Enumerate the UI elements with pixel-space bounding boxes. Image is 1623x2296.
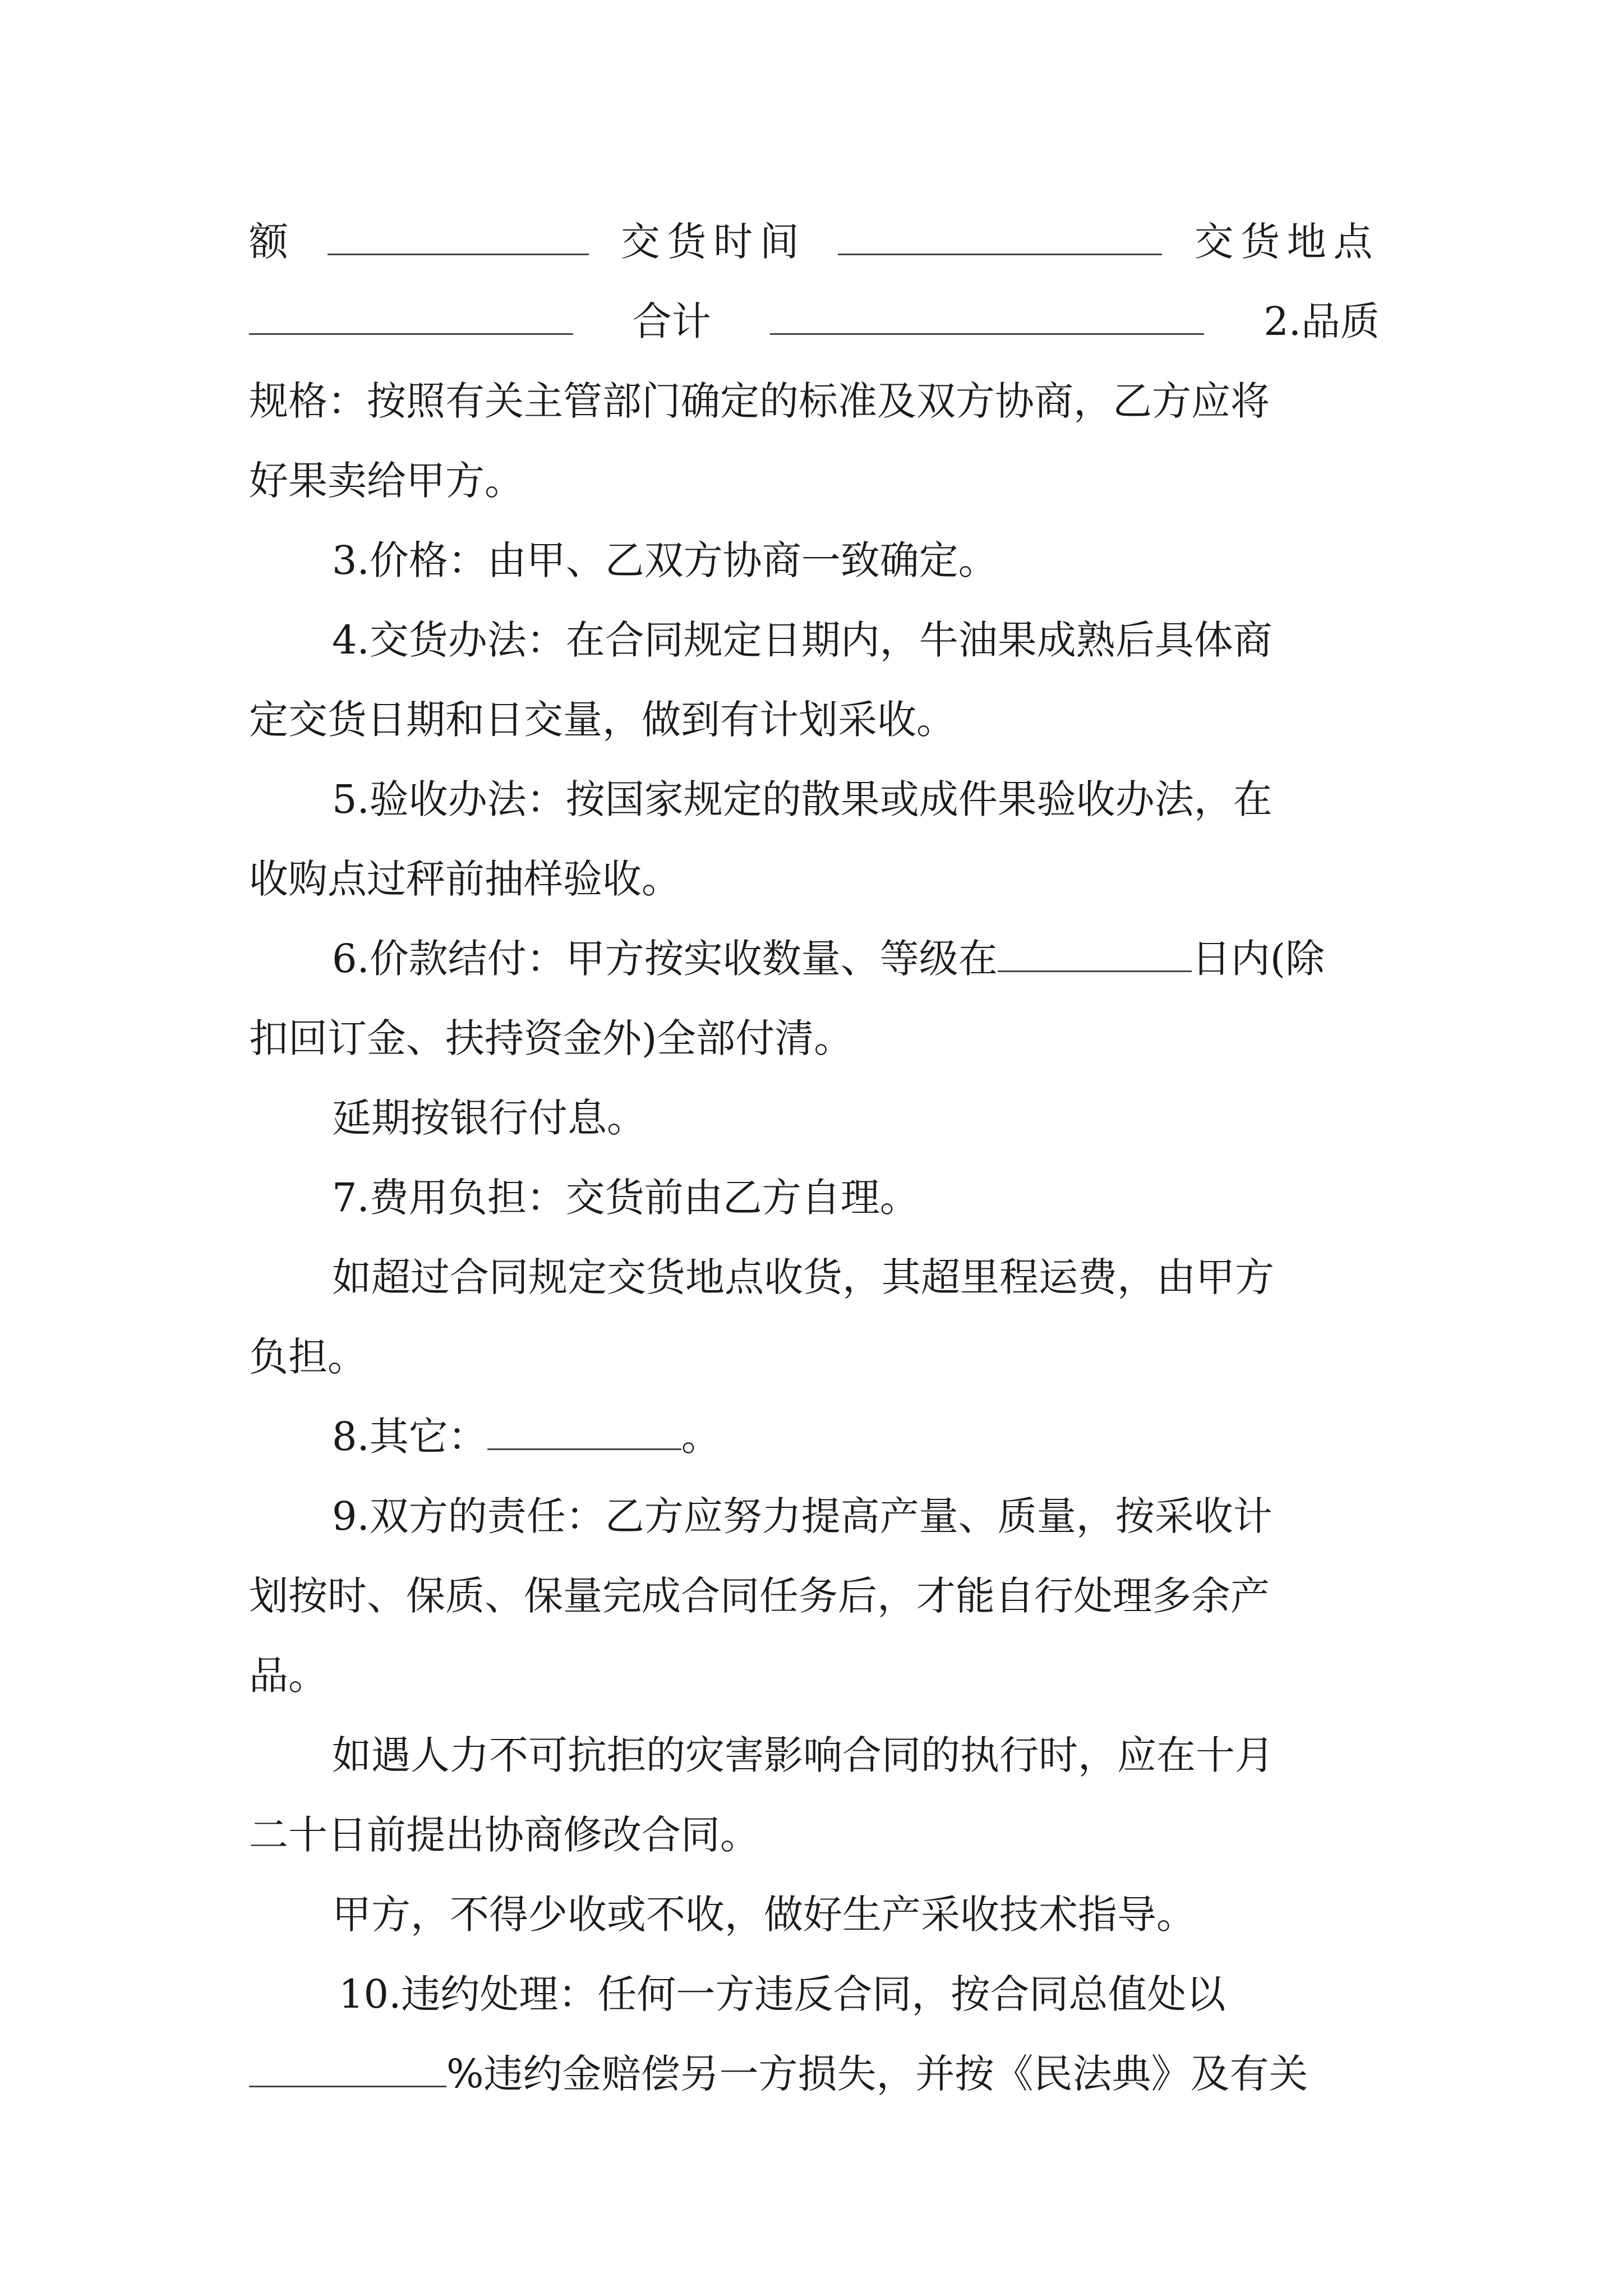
delivery-time-label: 交货时间 [620, 219, 806, 265]
payment-days-blank [998, 936, 1192, 972]
quality-clause-number: 2.品质 [1264, 298, 1380, 344]
clause-10-line-2 [249, 2034, 1380, 2114]
clause-4-line-2: 定交货日期和日交量，做到有计划采收。 [249, 697, 956, 743]
clause-8-label: 8.其它： [332, 1414, 487, 1460]
clause-6-line-3: 延期按银行付息。 [332, 1095, 646, 1141]
clause-9-line-2: 划按时、保质、保量完成合同任务后，才能自行处理多余产 [249, 1573, 1270, 1619]
clause-6-text-after-blank: 日内(除 [1191, 936, 1325, 982]
delivery-time-blank [838, 219, 1162, 255]
total-row [249, 282, 1380, 361]
clause-9-line-1: 9.双方的责任：乙方应努力提高产量、质量，按采收计 [332, 1493, 1272, 1539]
delivery-fields-row [249, 202, 1380, 282]
other-terms-blank [487, 1414, 681, 1450]
clause-10-line-1: 10.违约处理：任何一方违反合同，按合同总值处以 [339, 1971, 1226, 2017]
clause-2-line-1: 规格：按照有关主管部门确定的标准及双方协商，乙方应将 [249, 378, 1270, 424]
clause-5-line-1: 5.验收办法：按国家规定的散果或成件果验收办法，在 [332, 776, 1272, 822]
clause-7-line-3: 负担。 [249, 1334, 367, 1380]
clause-6-text-before-blank: 6.价款结付：甲方按实收数量、等级在 [332, 936, 998, 982]
clause-8 [249, 1397, 1380, 1476]
clause-6-line-1 [249, 919, 1380, 999]
clause-10-line-2-text: %违约金赔偿另一方损失，并按《民法典》及有关 [446, 2051, 1308, 2097]
penalty-percent-blank [249, 2051, 446, 2087]
clause-2-line-2: 好果卖给甲方。 [249, 458, 524, 504]
clause-4-line-1: 4.交货办法：在合同规定日期内，牛油果成熟后具体商 [332, 617, 1272, 663]
clause-5-line-2: 收购点过秤前抽样验收。 [249, 856, 681, 902]
clause-6-line-2: 扣回订金、扶持资金外)全部付清。 [249, 1015, 854, 1061]
clause-3: 3.价格：由甲、乙双方协商一致确定。 [332, 537, 998, 583]
contract-page [249, 202, 1380, 2114]
clause-7-line-2: 如超过合同规定交货地点收货，其超里程运费，由甲方 [332, 1254, 1274, 1300]
total-label: 合计 [632, 298, 711, 344]
delivery-place-blank [249, 298, 573, 335]
clause-9-line-4: 如遇人力不可抗拒的灾害影响合同的执行时，应在十月 [332, 1732, 1274, 1778]
clause-8-end: 。 [681, 1414, 721, 1460]
clause-9-line-6: 甲方，不得少收或不收，做好生产采收技术指导。 [332, 1892, 1196, 1938]
amount-blank [328, 219, 589, 255]
total-blank [770, 298, 1204, 335]
clause-9-line-3: 品。 [249, 1653, 328, 1699]
clause-9-line-5: 二十日前提出协商修改合同。 [249, 1812, 759, 1858]
clause-7-line-1: 7.费用负担：交货前由乙方自理。 [332, 1175, 919, 1221]
delivery-place-label: 交货地点 [1194, 219, 1380, 265]
amount-label: 额 [249, 219, 296, 265]
